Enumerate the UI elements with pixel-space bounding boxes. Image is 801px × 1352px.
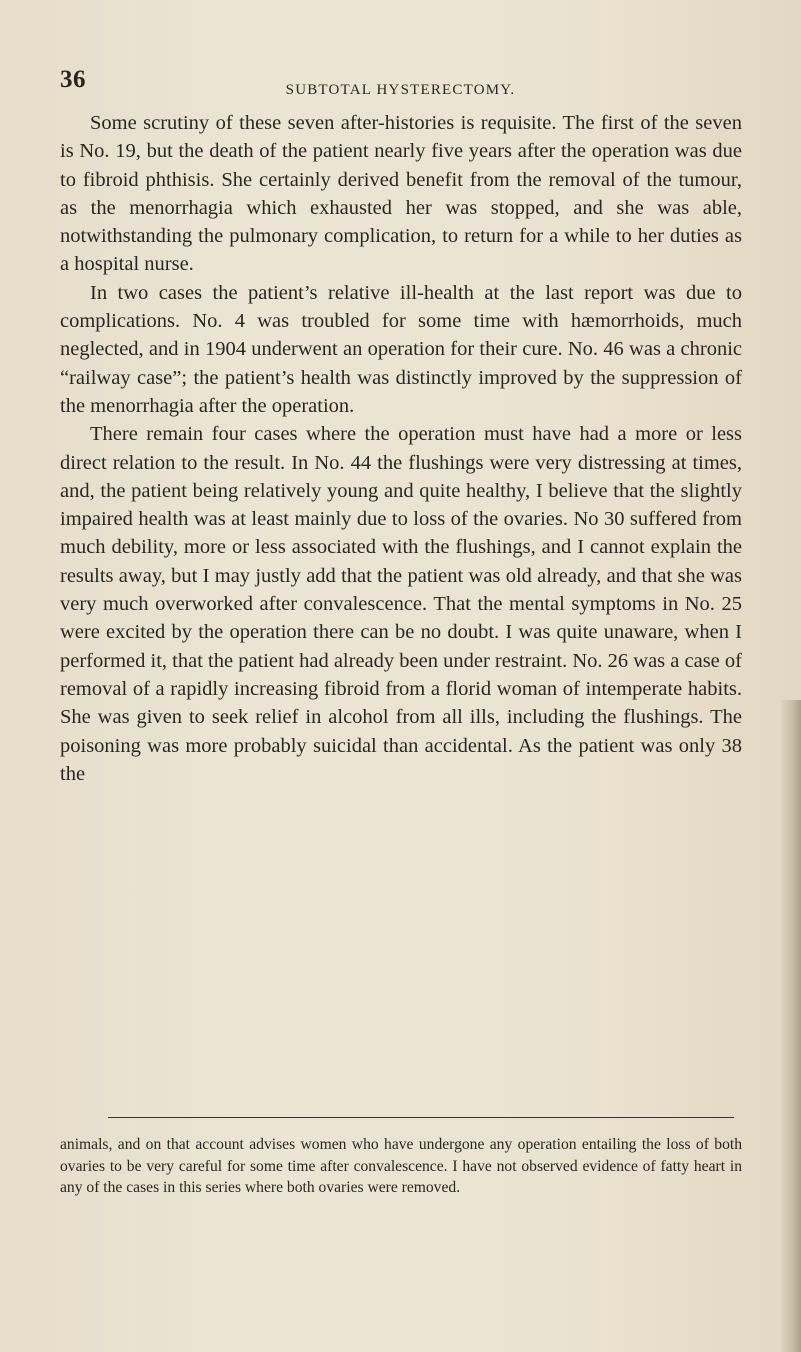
paragraph: There remain four cases where the operation must have had a more or less direct relation to the result. In No. 44 the flushings were very distressing at times, and, the patient being relatively young and quite healthy, I believe that the slightly impaired health was at least mainly due to loss of the ovaries. No 30 suffered from much debility, more or less associated with the flushings, and I cannot explain the results away, but I may justly add that the patient was old already, and that she was very much overworked after convalescence. That the mental symptoms in No. 25 were excited by the operation there can be no doubt. I was quite unaware, when I performed it, that the patient had already been under restraint. No. 26 was a case of removal of a rapidly increasing fibroid from a florid woman of intemperate habits. She was given to seek relief in alcohol from all ills, including the flushings. The poisoning was more probably suicidal than accidental. As the patient was only 38 the (60, 423, 742, 785)
footnote-divider (108, 1117, 734, 1118)
page-number: 36 (60, 66, 86, 93)
footnote (60, 1134, 742, 1199)
body-text (60, 109, 742, 788)
running-head: SUBTOTAL HYSTERECTOMY. (285, 82, 516, 98)
page-edge-shadow (779, 700, 801, 1352)
paragraph: Some scrutiny of these seven after-histories is requisite. The first of the seven is No. 19, but the death of the patient nearly five years after the operation was due to fibroid phthisis. She certainly derived benefit from the removal of the tumour, as the menorrhagia which exhausted her was stopped, and she was able, notwithstanding the pulmonary complication, to return for a while to her duties as a hospital nurse. (60, 112, 742, 276)
footnote-text: animals, and on that account advises women who have undergone any operation entailing the loss of both ovaries to be very careful for some time after convalescence. I have not observed evidence of fatty heart in any of the cases in this series where both ovaries were removed. (60, 1136, 742, 1197)
paragraph: In two cases the patient’s relative ill-health at the last report was due to complications. No. 4 was troubled for some time with hæmorrhoids, much neglected, and in 1904 underwent an operation for their cure. No. 46 was a chronic “railway case”; the patient’s health was distinctly improved by the suppression of the menorrhagia after the operation. (60, 281, 742, 417)
